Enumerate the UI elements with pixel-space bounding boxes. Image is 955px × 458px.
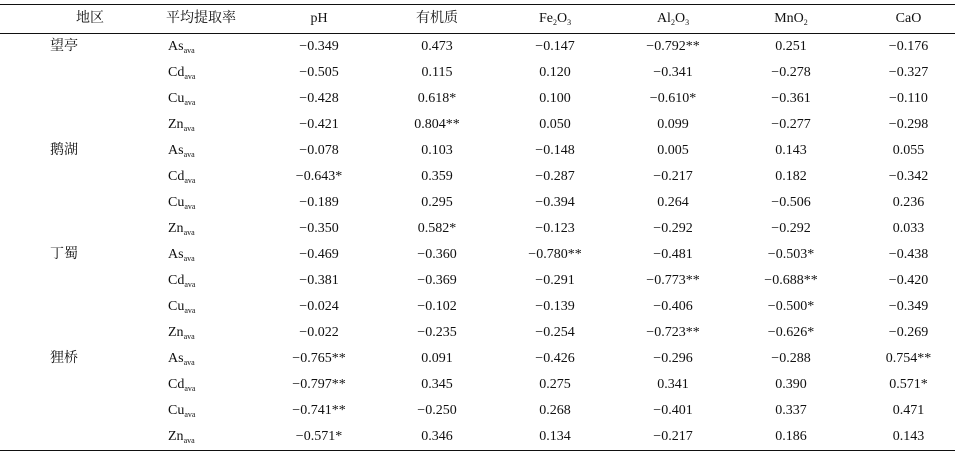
- header-region: 地区: [0, 5, 130, 34]
- header-fe2o3-sub2: 3: [567, 18, 572, 27]
- metal-subscript: ava: [183, 358, 195, 367]
- metal-subscript: ava: [184, 384, 196, 393]
- metal-subscript: ava: [184, 98, 196, 107]
- cell-metal: [130, 164, 260, 190]
- cell-metal: [130, 60, 260, 86]
- cell-cao: 0.055: [892, 143, 925, 158]
- cell-ph: −0.078: [299, 143, 339, 158]
- cell-mno2: 0.337: [775, 403, 807, 418]
- table-row: [0, 242, 955, 268]
- metal-symbol: As: [168, 143, 184, 158]
- cell-al2o3: −0.401: [653, 403, 693, 418]
- cell-organic-matter: 0.473: [421, 39, 453, 54]
- cell-mno2: 0.390: [775, 377, 807, 392]
- cell-region: [0, 424, 130, 451]
- cell-organic-matter: −0.235: [417, 325, 457, 340]
- cell-organic-matter: 0.346: [378, 424, 496, 451]
- cell-metal: [130, 268, 260, 294]
- cell-mno2: −0.288: [771, 351, 811, 366]
- cell-organic-matter: 0.345: [421, 377, 453, 392]
- cell-al2o3: −0.792**: [646, 39, 700, 54]
- metal-subscript: ava: [183, 332, 195, 341]
- metal-symbol: Zn: [168, 325, 184, 340]
- cell-metal: [130, 346, 260, 372]
- cell-ph: −0.349: [299, 39, 339, 54]
- cell-al2o3: −0.481: [653, 247, 693, 262]
- header-al2o3-sub1: 2: [670, 18, 675, 27]
- cell-metal: [130, 242, 260, 268]
- cell-ph: −0.024: [299, 299, 339, 314]
- cell-ph: −0.428: [299, 91, 339, 106]
- cell-organic-matter: 0.618*: [417, 91, 457, 106]
- cell-mno2: −0.500*: [767, 299, 815, 314]
- cell-region: 狸桥: [50, 351, 78, 366]
- cell-al2o3: −0.773**: [646, 273, 700, 288]
- cell-metal: [130, 112, 260, 138]
- table-row: [0, 216, 955, 242]
- cell-fe2o3: 0.275: [539, 377, 571, 392]
- cell-fe2o3: 0.268: [539, 403, 571, 418]
- cell-al2o3: −0.296: [653, 351, 693, 366]
- cell-region: [0, 372, 130, 398]
- cell-al2o3: 0.341: [657, 377, 689, 392]
- cell-fe2o3: −0.147: [535, 39, 575, 54]
- cell-ph: −0.571*: [260, 424, 378, 451]
- cell-metal: [130, 424, 260, 451]
- cell-organic-matter: 0.582*: [417, 221, 457, 236]
- cell-organic-matter: −0.360: [417, 247, 457, 262]
- cell-organic-matter: 0.359: [421, 169, 453, 184]
- cell-al2o3: −0.292: [653, 221, 693, 236]
- cell-al2o3: −0.610*: [649, 91, 697, 106]
- cell-mno2: 0.143: [775, 143, 807, 158]
- cell-mno2: −0.626*: [767, 325, 815, 340]
- cell-metal: [130, 372, 260, 398]
- table-row: [0, 294, 955, 320]
- cell-fe2o3: 0.050: [539, 117, 571, 132]
- cell-region: [0, 268, 130, 294]
- cell-ph: −0.350: [299, 221, 339, 236]
- metal-symbol: Zn: [168, 117, 184, 132]
- table-row: [0, 112, 955, 138]
- cell-al2o3: −0.217: [614, 424, 732, 451]
- cell-organic-matter: 0.103: [421, 143, 453, 158]
- cell-mno2: 0.186: [732, 424, 850, 451]
- table-row: [0, 372, 955, 398]
- header-mno2: [732, 5, 850, 34]
- table-row: [0, 346, 955, 372]
- metal-subscript: ava: [183, 46, 195, 55]
- metal-subscript: ava: [184, 280, 196, 289]
- cell-ph: −0.505: [299, 65, 339, 80]
- metal-symbol: Cu: [168, 195, 185, 210]
- cell-region: [0, 398, 130, 424]
- cell-fe2o3: −0.394: [535, 195, 575, 210]
- header-ph: pH: [260, 5, 378, 34]
- cell-cao: −0.176: [888, 39, 929, 54]
- cell-al2o3: 0.005: [657, 143, 689, 158]
- cell-mno2: −0.688**: [764, 273, 818, 288]
- header-al2o3-base: Al: [656, 11, 671, 26]
- cell-ph: −0.469: [299, 247, 339, 262]
- metal-symbol: As: [168, 351, 184, 366]
- cell-mno2: −0.503*: [767, 247, 815, 262]
- header-average-extraction-rate: 平均提取率: [130, 5, 260, 34]
- table-row: [0, 34, 955, 61]
- table-row: [0, 60, 955, 86]
- cell-metal: [130, 190, 260, 216]
- cell-al2o3: −0.723**: [646, 325, 700, 340]
- cell-fe2o3: 0.100: [539, 91, 571, 106]
- metal-subscript: ava: [184, 306, 196, 315]
- correlation-table: [0, 4, 955, 451]
- metal-subscript: ava: [183, 228, 195, 237]
- cell-cao: 0.236: [892, 195, 925, 210]
- cell-cao: 0.571*: [889, 377, 928, 392]
- cell-ph: −0.381: [299, 273, 339, 288]
- header-fe2o3: [496, 5, 614, 34]
- table-row: [0, 398, 955, 424]
- table-body: [0, 34, 955, 451]
- header-fe2o3-base: Fe: [538, 11, 553, 26]
- cell-mno2: −0.277: [771, 117, 811, 132]
- cell-ph: −0.643*: [295, 169, 343, 184]
- metal-symbol: Cd: [168, 169, 185, 184]
- cell-region: [0, 216, 130, 242]
- header-organic-matter: 有机质: [378, 5, 496, 34]
- cell-region: 望亭: [50, 39, 78, 54]
- metal-symbol: Cu: [168, 299, 185, 314]
- metal-subscript: ava: [184, 176, 196, 185]
- cell-cao: −0.298: [888, 117, 929, 132]
- table-row: [0, 424, 955, 451]
- header-mno2-base: MnO: [774, 11, 804, 26]
- header-fe2o3-mid: O: [556, 11, 568, 26]
- cell-organic-matter: −0.102: [417, 299, 457, 314]
- cell-al2o3: −0.406: [653, 299, 693, 314]
- metal-symbol: Zn: [168, 221, 184, 236]
- cell-region: [0, 86, 130, 112]
- cell-fe2o3: −0.123: [535, 221, 575, 236]
- cell-metal: [130, 398, 260, 424]
- cell-region: [0, 320, 130, 346]
- cell-al2o3: −0.341: [653, 65, 693, 80]
- cell-fe2o3: −0.426: [535, 351, 575, 366]
- cell-ph: −0.765**: [292, 351, 346, 366]
- cell-organic-matter: −0.369: [417, 273, 457, 288]
- cell-mno2: −0.278: [771, 65, 811, 80]
- header-al2o3-mid: O: [674, 11, 686, 26]
- cell-region: [0, 60, 130, 86]
- cell-organic-matter: 0.091: [421, 351, 453, 366]
- header-mno2-sub: 2: [803, 18, 808, 27]
- cell-mno2: 0.251: [775, 39, 807, 54]
- metal-symbol: Cd: [168, 65, 185, 80]
- cell-metal: [130, 138, 260, 164]
- cell-al2o3: 0.099: [657, 117, 689, 132]
- cell-ph: −0.741**: [292, 403, 346, 418]
- metal-symbol: Cu: [168, 403, 185, 418]
- metal-symbol: Zn: [168, 429, 184, 444]
- metal-symbol: As: [168, 39, 184, 54]
- cell-fe2o3: 0.120: [539, 65, 571, 80]
- cell-organic-matter: 0.295: [421, 195, 453, 210]
- table-header: [0, 5, 955, 34]
- metal-subscript: ava: [183, 436, 195, 445]
- metal-subscript: ava: [184, 410, 196, 419]
- cell-ph: −0.797**: [292, 377, 346, 392]
- cell-mno2: 0.182: [775, 169, 807, 184]
- header-row: [0, 5, 955, 34]
- cell-fe2o3: −0.139: [535, 299, 575, 314]
- cell-metal: [130, 86, 260, 112]
- metal-subscript: ava: [183, 254, 195, 263]
- cell-ph: −0.421: [299, 117, 339, 132]
- cell-metal: [130, 294, 260, 320]
- cell-cao: −0.349: [888, 299, 929, 314]
- cell-fe2o3: 0.134: [496, 424, 614, 451]
- cell-metal: [130, 216, 260, 242]
- cell-cao: −0.438: [888, 247, 929, 262]
- cell-cao: −0.327: [888, 65, 929, 80]
- cell-region: [0, 294, 130, 320]
- metal-symbol: Cu: [168, 91, 185, 106]
- cell-fe2o3: −0.287: [535, 169, 575, 184]
- cell-cao: −0.269: [888, 325, 929, 340]
- cell-cao: 0.471: [892, 403, 925, 418]
- metal-symbol: Cd: [168, 273, 185, 288]
- cell-mno2: −0.292: [771, 221, 811, 236]
- cell-fe2o3: −0.291: [535, 273, 575, 288]
- metal-symbol: As: [168, 247, 184, 262]
- metal-subscript: ava: [184, 202, 196, 211]
- metal-subscript: ava: [184, 72, 196, 81]
- cell-fe2o3: −0.780**: [528, 247, 582, 262]
- table-row: [0, 268, 955, 294]
- header-fe2o3-sub1: 2: [552, 18, 557, 27]
- cell-al2o3: 0.264: [657, 195, 689, 210]
- cell-mno2: −0.361: [771, 91, 811, 106]
- cell-fe2o3: −0.254: [535, 325, 575, 340]
- header-al2o3-sub2: 3: [685, 18, 690, 27]
- cell-cao: 0.754**: [885, 351, 932, 366]
- cell-al2o3: −0.217: [653, 169, 693, 184]
- cell-organic-matter: 0.115: [421, 65, 453, 80]
- table-row: [0, 190, 955, 216]
- header-al2o3: [614, 5, 732, 34]
- cell-organic-matter: 0.804**: [414, 117, 460, 132]
- header-cao: CaO: [850, 5, 955, 34]
- metal-subscript: ava: [183, 150, 195, 159]
- cell-metal: [130, 34, 260, 61]
- cell-cao: −0.110: [889, 91, 928, 106]
- cell-metal: [130, 320, 260, 346]
- table-row: [0, 320, 955, 346]
- cell-mno2: −0.506: [771, 195, 811, 210]
- table-row: [0, 138, 955, 164]
- cell-cao: 0.033: [892, 221, 925, 236]
- cell-region: [0, 190, 130, 216]
- cell-cao: 0.143: [850, 424, 955, 451]
- table-row: [0, 164, 955, 190]
- cell-ph: −0.189: [299, 195, 339, 210]
- cell-cao: −0.420: [888, 273, 929, 288]
- cell-fe2o3: −0.148: [535, 143, 575, 158]
- cell-region: [0, 112, 130, 138]
- metal-subscript: ava: [183, 124, 195, 133]
- cell-region: [0, 164, 130, 190]
- cell-organic-matter: −0.250: [417, 403, 457, 418]
- cell-region: 鹅湖: [50, 143, 78, 158]
- cell-ph: −0.022: [299, 325, 339, 340]
- metal-symbol: Cd: [168, 377, 185, 392]
- cell-cao: −0.342: [888, 169, 929, 184]
- table-row: [0, 86, 955, 112]
- cell-region: 丁蜀: [50, 247, 78, 262]
